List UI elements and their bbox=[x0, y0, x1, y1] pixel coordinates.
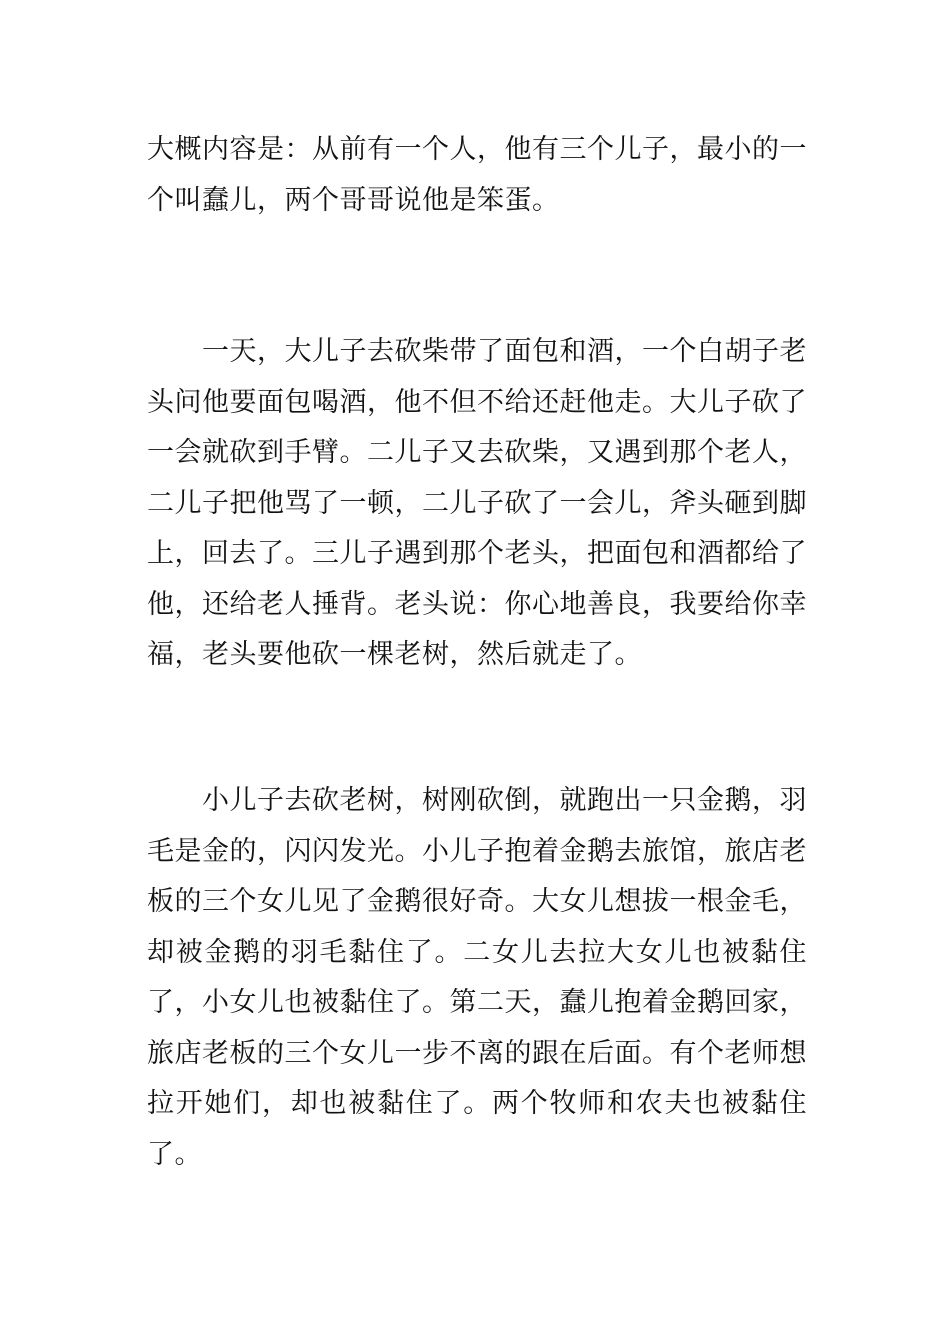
paragraph-golden-goose: 小儿子去砍老树，树刚砍倒，就跑出一只金鹅，羽毛是金的，闪闪发光。小儿子抱着金鹅去旅馆，旅店老板的三个女儿见了金鹅很好奇。大女儿想拔一根金毛，却被金鹅的羽毛黏住了。二女儿去拉大女儿也被黏住了，小女儿也被黏住了。第二天，蠢儿抱着金鹅回家，旅店老板的三个女儿一步不离的跟在后面。有个老师想拉开她们，却也被黏住了。两个牧师和农夫也被黏住了。 bbox=[147, 785, 807, 1170]
paragraph-sons-chopping-wood: 一天，大儿子去砍柴带了面包和酒，一个白胡子老头问他要面包喝酒，他不但不给还赶他走。大儿子砍了一会就砍到手臂。二儿子又去砍柴，又遇到那个老人，二儿子把他骂了一顿，二儿子砍了一会儿，斧头砸到脚上，回去了。三儿子遇到那个老头，把面包和酒都给了他，还给老人捶背。老头说：你心地善良，我要给你幸福，老头要他砍一棵老树，然后就走了。 bbox=[147, 336, 807, 670]
paragraph-summary: 大概内容是：从前有一个人，他有三个儿子，最小的一个叫蠢儿，两个哥哥说他是笨蛋。 bbox=[147, 134, 807, 216]
